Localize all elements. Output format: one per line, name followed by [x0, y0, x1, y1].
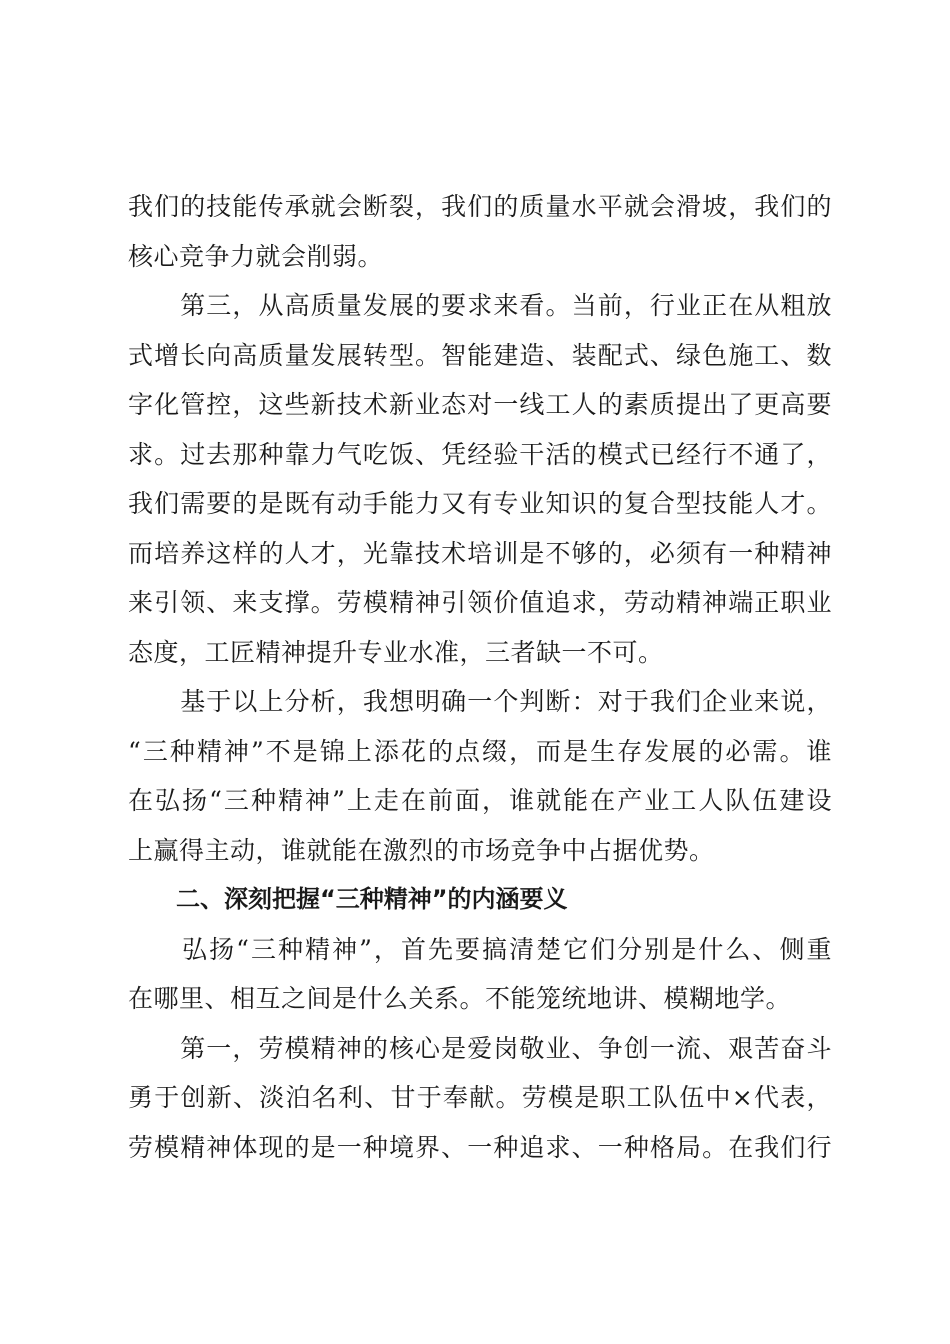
text-line: 在弘扬“三种精神”上走在前面，谁就能在产业工人队伍建设	[128, 786, 832, 815]
document-body	[128, 182, 832, 1172]
text-line: 态度，工匠精神提升专业水准，三者缺一不可。	[128, 637, 664, 667]
text-line: 在哪里、相互之间是什么关系。不能笼统地讲、模糊地学。	[128, 984, 792, 1013]
text-line: 弘扬“三种精神”，首先要搞清楚它们分别是什么、侧重	[128, 934, 832, 964]
text-line: 劳模精神体现的是一种境界、一种追求、一种格局。在我们行	[128, 1132, 832, 1162]
text-line: 上赢得主动，谁就能在激烈的市场竞争中占据优势。	[128, 835, 715, 865]
text-line: 第三，从高质量发展的要求来看。当前，行业正在从粗放	[128, 291, 832, 320]
text-line: 来引领、来支撑。劳模精神引领价值追求，劳动精神端正职业	[128, 588, 832, 617]
text-line: 基于以上分析，我想明确一个判断：对于我们企业来说，	[128, 687, 832, 716]
text-line: 而培养这样的人才，光靠技术培训是不够的，必须有一种精神	[128, 538, 832, 568]
text-line: “三种精神”不是锦上添花的点缀，而是生存发展的必需。谁	[128, 736, 832, 766]
text-line: 我们的技能传承就会断裂，我们的质量水平就会滑坡，我们的	[128, 192, 832, 221]
text-line: 式增长向高质量发展转型。智能建造、装配式、绿色施工、数	[128, 340, 832, 370]
section-heading: 二、深刻把握“三种精神”的内涵要义	[128, 885, 568, 913]
text-line: 字化管控，这些新技术新业态对一线工人的素质提出了更高要	[128, 390, 832, 419]
text-line: 求。过去那种靠力气吃饭、凭经验干活的模式已经行不通了，	[128, 439, 832, 469]
text-line: 我们需要的是既有动手能力又有专业知识的复合型技能人才。	[128, 489, 832, 518]
text-line: 核心竞争力就会削弱。	[128, 241, 384, 271]
text-line: 第一，劳模精神的核心是爱岗敬业、争创一流、艰苦奋斗	[128, 1033, 832, 1063]
text-line: 勇于创新、淡泊名利、甘于奉献。劳模是职工队伍中×代表，	[128, 1083, 832, 1112]
